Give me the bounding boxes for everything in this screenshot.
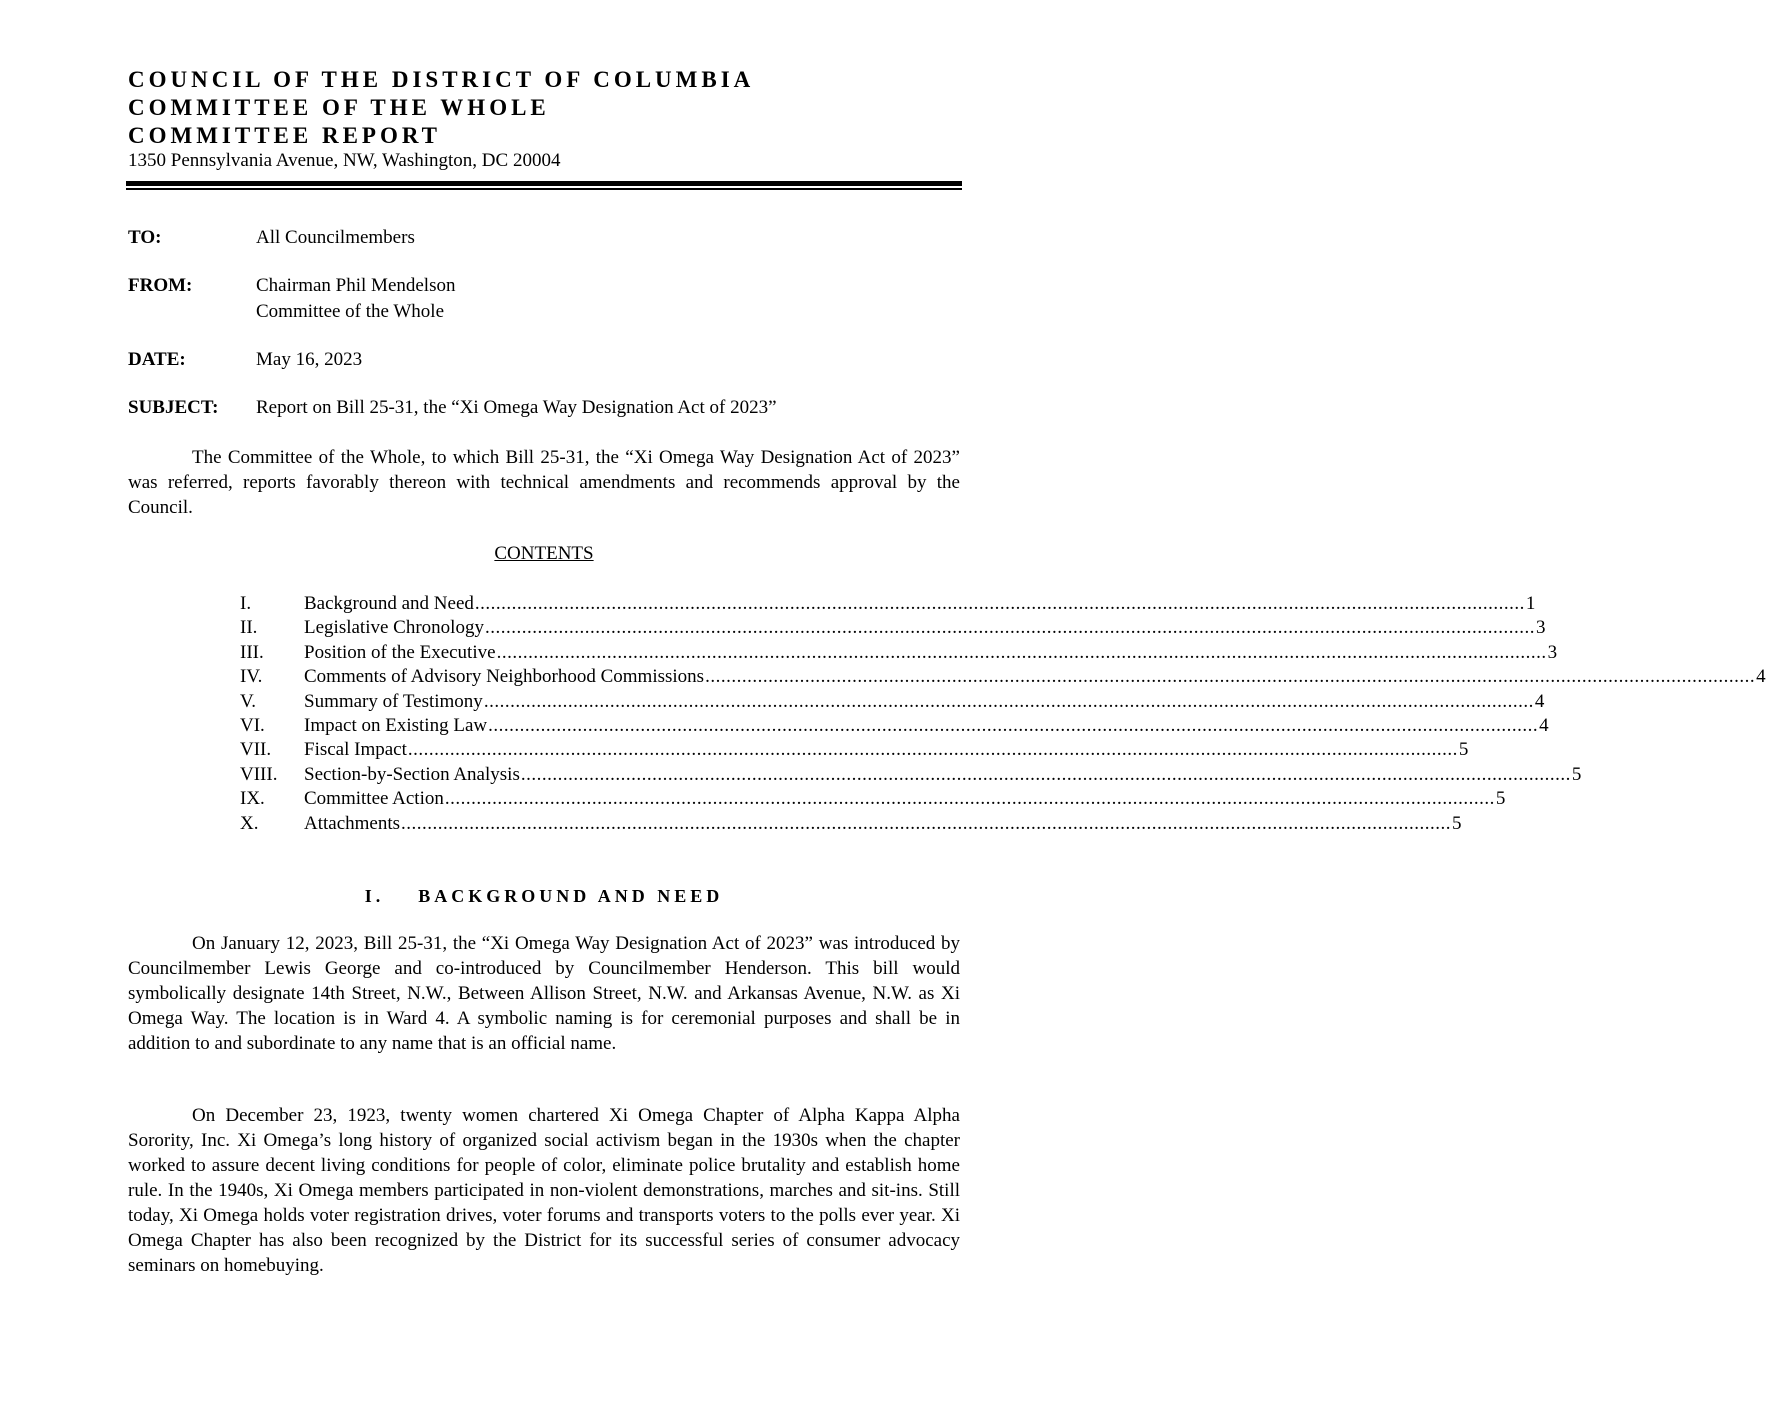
toc-page-number: 4 bbox=[1539, 715, 1549, 736]
section-heading-background: I. BACKGROUND AND NEED bbox=[364, 886, 724, 906]
toc-page-number: 5 bbox=[1458, 739, 1469, 761]
toc-row bbox=[240, 787, 1506, 811]
memo-date-label: DATE: bbox=[128, 349, 186, 370]
toc-row bbox=[240, 738, 1469, 762]
toc-number: X. bbox=[240, 812, 259, 834]
toc-row bbox=[240, 690, 1545, 714]
toc-number: IV. bbox=[240, 666, 263, 688]
toc-title: Fiscal Impact bbox=[304, 739, 407, 761]
memo-from-label: FROM: bbox=[128, 275, 193, 296]
toc-page-number: 5 bbox=[1495, 788, 1506, 810]
toc-page-number: 3 bbox=[1547, 641, 1558, 663]
toc-title: Attachments bbox=[304, 812, 401, 834]
toc-page-number: 4 bbox=[1756, 666, 1766, 688]
toc-leader-dots: ........................................................................................................................................................................................................ bbox=[407, 739, 1458, 761]
toc-page-number: 3 bbox=[1535, 617, 1546, 639]
header-report: COMMITTEE REPORT bbox=[128, 123, 442, 148]
toc-number: VII. bbox=[240, 739, 272, 761]
memo-from-value-name: Chairman Phil Mendelson bbox=[256, 275, 456, 296]
toc-leader-dots: ........................................................................................................................................................................................................ bbox=[401, 812, 1452, 834]
toc-row bbox=[240, 641, 1558, 665]
toc-title: Background and Need bbox=[304, 593, 474, 614]
toc-title: Comments of Advisory Neighborhood Commissions bbox=[304, 666, 705, 688]
memo-date-value: May 16, 2023 bbox=[256, 349, 363, 370]
memo-to-label: TO: bbox=[128, 227, 162, 248]
header-council: COUNCIL OF THE DISTRICT OF COLUMBIA bbox=[128, 67, 755, 92]
toc-number: VI. bbox=[240, 715, 265, 736]
memo-to-value: All Councilmembers bbox=[256, 227, 415, 248]
toc-leader-dots: ........................................................................................................................................................................................................ bbox=[474, 593, 1525, 614]
intro-paragraph: The Committee of the Whole, to which Bill 25-31, the “Xi Omega Way Designation Act of 2023” was referred, reports favorably thereon with technical amendments and recommends approval by the Council. bbox=[128, 447, 960, 518]
toc-row bbox=[240, 616, 1546, 640]
memo-subject-value: Report on Bill 25-31, the “Xi Omega Way Designation Act of 2023” bbox=[256, 397, 777, 418]
toc-number: VIII. bbox=[240, 763, 278, 785]
background-paragraph-2: On December 23, 1923, twenty women chartered Xi Omega Chapter of Alpha Kappa Alpha Sorority, Inc. Xi Omega’s long history of organized social activism began in the 1930s when the chapter worked to assure decent living conditions for people of color, eliminate police brutality and establish home rule. In the 1940s, Xi Omega members participated in non-violent demonstrations, marches and sit-ins. Still today, Xi Omega holds voter registration drives, voter forums and transports voters to the polls ever year. Xi Omega Chapter has also been recognized by the District for its successful series of consumer advocacy seminars on homebuying. bbox=[128, 1105, 960, 1276]
toc-page-number: 5 bbox=[1452, 812, 1462, 834]
contents-title: CONTENTS bbox=[494, 543, 594, 564]
memo-subject-label: SUBJECT: bbox=[128, 397, 219, 418]
toc-leader-dots: ........................................................................................................................................................................................................ bbox=[484, 617, 1535, 639]
toc-number: I. bbox=[240, 593, 252, 614]
toc-title: Committee Action bbox=[304, 788, 444, 810]
header-rule-thick bbox=[126, 181, 962, 186]
toc-page-number: 4 bbox=[1534, 690, 1545, 712]
toc-title: Summary of Testimony bbox=[304, 690, 483, 712]
toc-number: II. bbox=[240, 617, 258, 639]
toc-leader-dots: ........................................................................................................................................................................................................ bbox=[705, 666, 1756, 688]
toc-number: V. bbox=[240, 690, 257, 712]
header-rule-thin bbox=[126, 188, 962, 190]
toc-number: III. bbox=[240, 641, 264, 663]
toc-title: Section-by-Section Analysis bbox=[304, 763, 520, 785]
toc-leader-dots: ........................................................................................................................................................................................................ bbox=[444, 788, 1495, 810]
toc-title: Position of the Executive bbox=[304, 641, 496, 663]
toc-page-number: 1 bbox=[1525, 593, 1536, 614]
background-paragraph-1: On January 12, 2023, Bill 25-31, the “Xi Omega Way Designation Act of 2023” was introduced by Councilmember Lewis George and co-introduced by Councilmember Henderson. This bill would symbolically designate 14th Street, N.W., Between Allison Street, N.W. and Arkansas Avenue, N.W. as Xi Omega Way. The location is in Ward 4. A symbolic naming is for ceremonial purposes and shall be in addition to and subordinate to any name that is an official name. bbox=[128, 933, 960, 1054]
toc-row bbox=[240, 812, 1462, 836]
toc-row bbox=[240, 592, 1536, 616]
toc-leader-dots: ........................................................................................................................................................................................................ bbox=[488, 715, 1539, 736]
toc-number: IX. bbox=[240, 788, 265, 810]
toc-title: Impact on Existing Law bbox=[304, 715, 488, 736]
toc-leader-dots: ........................................................................................................................................................................................................ bbox=[483, 690, 1534, 712]
toc-title: Legislative Chronology bbox=[304, 617, 484, 639]
toc-leader-dots: ........................................................................................................................................................................................................ bbox=[520, 763, 1571, 785]
toc-row bbox=[240, 665, 1766, 689]
memo-from-value-committee: Committee of the Whole bbox=[256, 301, 445, 322]
toc-row bbox=[240, 763, 1582, 787]
toc-page-number: 5 bbox=[1571, 763, 1582, 785]
toc-leader-dots: ........................................................................................................................................................................................................ bbox=[496, 641, 1547, 663]
header-committee: COMMITTEE OF THE WHOLE bbox=[128, 95, 550, 120]
toc-row bbox=[240, 714, 1549, 738]
header-address: 1350 Pennsylvania Avenue, NW, Washington, DC 20004 bbox=[128, 150, 561, 171]
